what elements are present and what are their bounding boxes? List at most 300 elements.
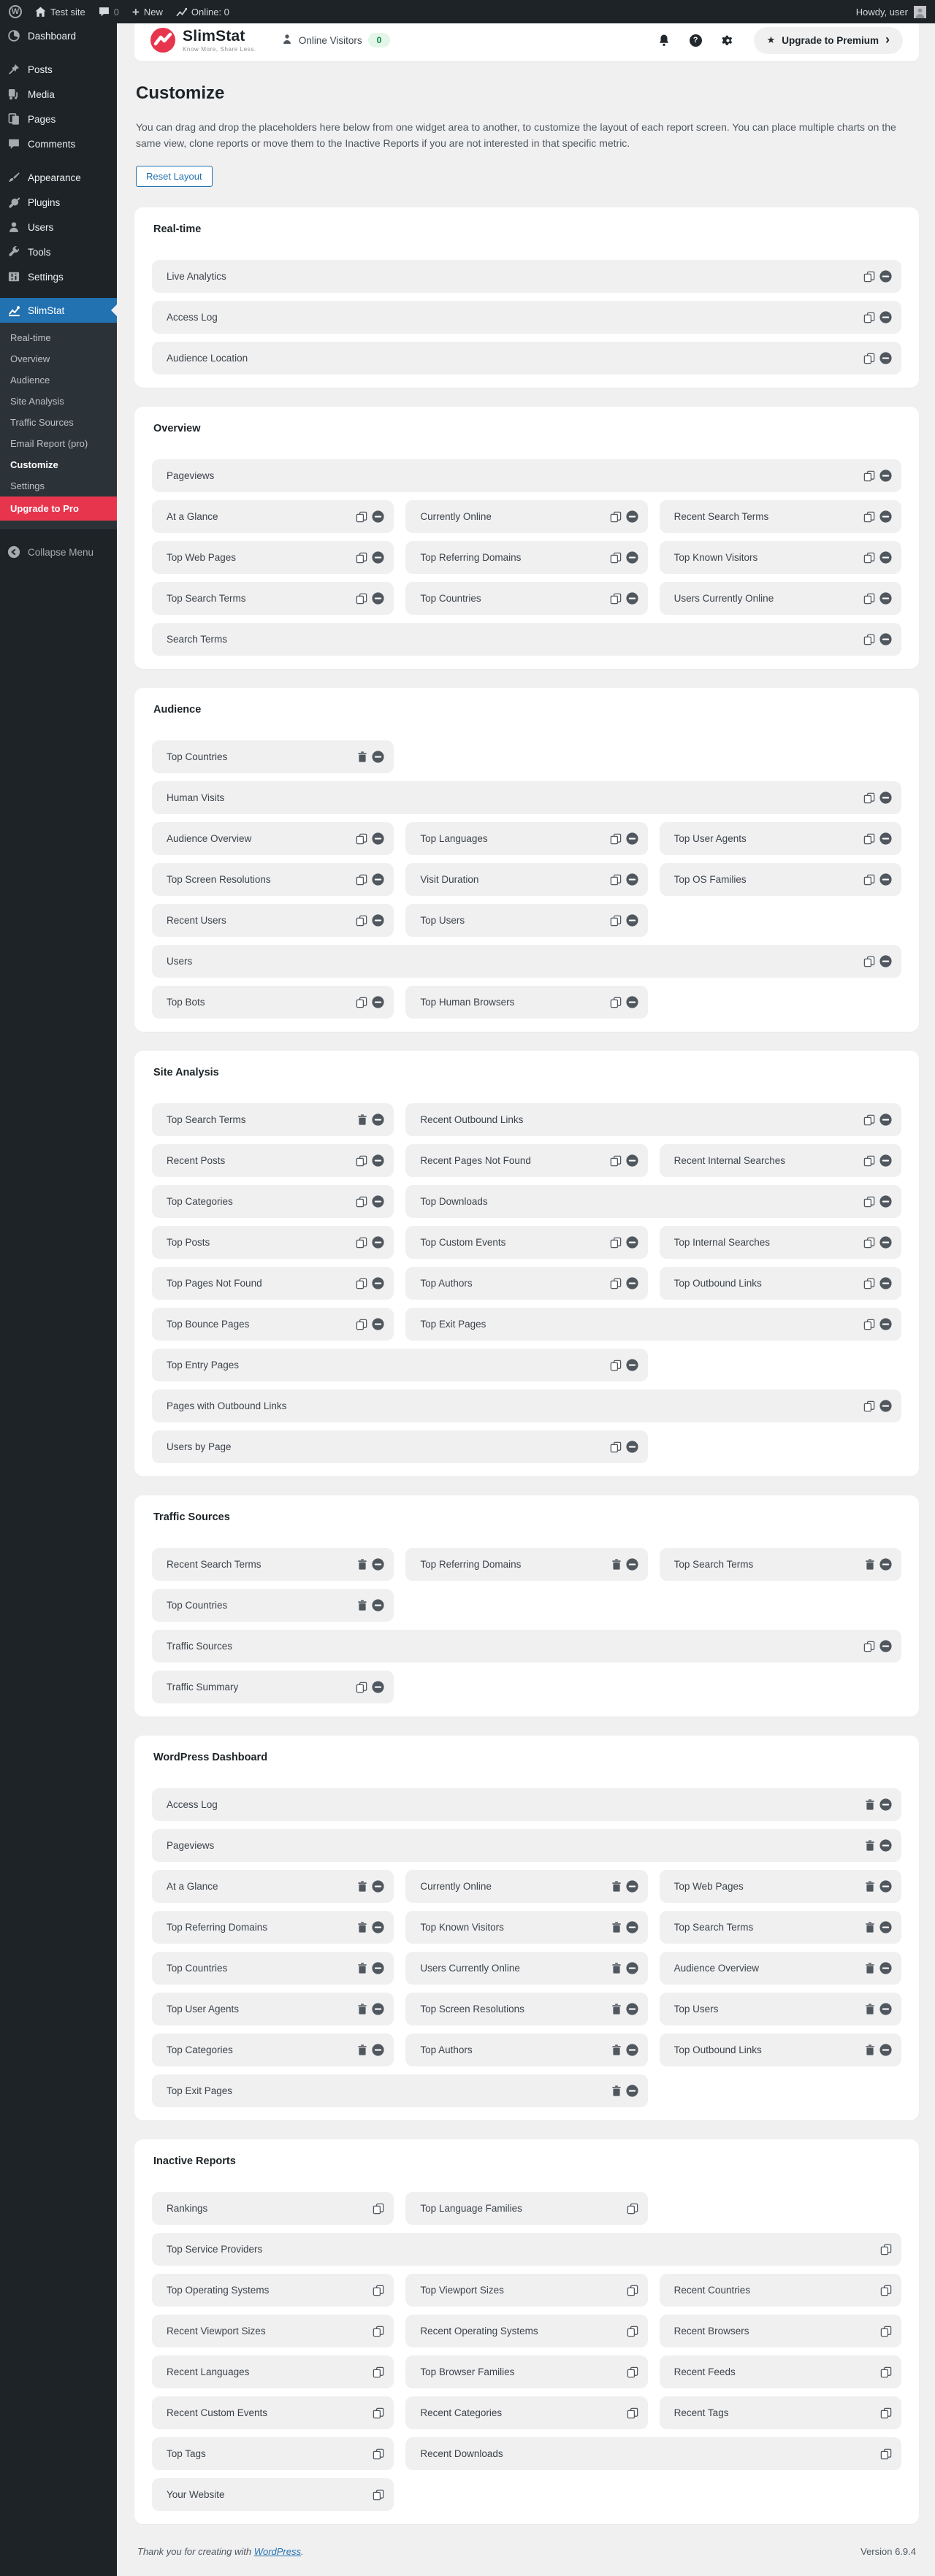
clone-icon[interactable] [373,2203,384,2215]
report-placeholder[interactable] [152,260,901,293]
deactivate-icon[interactable] [626,1441,638,1453]
submenu-item-customize[interactable]: Customize [10,459,58,470]
report-placeholder[interactable] [152,2033,394,2066]
report-placeholder[interactable] [152,1144,394,1177]
clone-icon[interactable] [863,353,875,364]
delete-icon[interactable] [865,1559,875,1570]
report-placeholder[interactable] [152,1548,394,1581]
report-placeholder[interactable] [152,986,394,1019]
deactivate-icon[interactable] [372,873,384,886]
report-placeholder[interactable] [405,904,647,937]
clone-icon[interactable] [356,1278,367,1289]
deactivate-icon[interactable] [372,2044,384,2056]
clone-icon[interactable] [863,470,875,482]
report-placeholder[interactable] [660,2033,901,2066]
clone-icon[interactable] [356,593,367,605]
report-placeholder[interactable] [152,2396,394,2429]
report-placeholder[interactable] [405,1548,647,1581]
report-placeholder[interactable] [152,582,394,615]
deactivate-icon[interactable] [626,1154,638,1167]
report-label: Top Exit Pages [420,1319,486,1330]
delete-icon[interactable] [357,1114,367,1125]
submenu-item-overview[interactable]: Overview [10,353,50,364]
deactivate-icon[interactable] [626,551,638,564]
report-placeholder[interactable] [152,1226,394,1259]
report-placeholder[interactable] [152,2437,394,2470]
report-placeholder[interactable] [660,2355,901,2388]
deactivate-icon[interactable] [372,1195,384,1208]
clone-icon[interactable] [610,1237,622,1249]
sidebar-item-plugins[interactable] [0,190,117,215]
report-placeholder[interactable] [152,500,394,533]
report-placeholder[interactable] [660,1226,901,1259]
report-placeholder[interactable] [405,500,647,533]
report-placeholder[interactable] [152,2233,901,2266]
report-placeholder[interactable] [660,2274,901,2307]
clone-icon[interactable] [610,915,622,927]
sidebar-item-tools[interactable] [0,239,117,264]
section-wordpress-dashboard [134,1736,919,2120]
report-label: Top Users [420,915,465,927]
deactivate-icon[interactable] [372,1277,384,1289]
deactivate-icon[interactable] [626,1880,638,1893]
clone-icon[interactable] [863,312,875,323]
report-placeholder[interactable] [152,1952,394,1985]
report-placeholder[interactable] [405,822,647,855]
sidebar-item-slimstat[interactable] [0,298,117,323]
clone-icon[interactable] [880,2244,892,2255]
deactivate-icon[interactable] [372,1962,384,1974]
delete-icon[interactable] [865,1799,875,1810]
report-label: Top Languages [420,833,488,845]
report-placeholder[interactable] [152,822,394,855]
delete-icon[interactable] [865,1963,875,1974]
submenu-item-settings[interactable]: Settings [10,480,45,491]
report-placeholder[interactable] [152,904,394,937]
submenu-item-real-time[interactable]: Real-time [10,332,51,343]
report-placeholder[interactable] [405,2396,647,2429]
report-placeholder[interactable] [405,1267,647,1300]
report-placeholder[interactable] [405,2315,647,2347]
clone-icon[interactable] [610,833,622,845]
reset-layout-button[interactable]: Reset Layout [136,166,213,187]
report-placeholder[interactable] [660,500,901,533]
deactivate-icon[interactable] [626,1277,638,1289]
clone-icon[interactable] [356,1682,367,1693]
clone-icon[interactable] [880,2407,892,2419]
sidebar-item-dashboard[interactable] [0,23,117,48]
delete-icon[interactable] [357,1600,367,1611]
deactivate-icon[interactable] [879,2044,892,2056]
clone-icon[interactable] [356,552,367,564]
deactivate-icon[interactable] [879,1400,892,1412]
report-placeholder[interactable] [152,541,394,574]
submenu-item-email-report-pro-[interactable]: Email Report (pro) [10,438,88,449]
deactivate-icon[interactable] [879,551,892,564]
deactivate-icon[interactable] [879,2003,892,2015]
submenu-item-traffic-sources[interactable]: Traffic Sources [10,417,74,428]
deactivate-icon[interactable] [879,592,892,605]
report-placeholder[interactable] [660,1870,901,1903]
clone-icon[interactable] [373,2448,384,2460]
delete-icon[interactable] [357,1922,367,1933]
clone-icon[interactable] [610,997,622,1008]
report-placeholder[interactable] [405,1226,647,1259]
notifications-bell-icon[interactable] [657,34,671,47]
report-placeholder[interactable] [152,2355,394,2388]
deactivate-icon[interactable] [626,1236,638,1249]
report-placeholder[interactable] [152,301,901,334]
delete-icon[interactable] [611,1881,622,1892]
clone-icon[interactable] [880,2366,892,2378]
submenu-item-audience[interactable]: Audience [10,375,50,386]
deactivate-icon[interactable] [372,751,384,763]
deactivate-icon[interactable] [879,1318,892,1330]
report-label: Recent Languages [167,2366,250,2378]
deactivate-icon[interactable] [626,873,638,886]
report-placeholder[interactable] [660,863,901,896]
clone-icon[interactable] [863,552,875,564]
delete-icon[interactable] [611,1922,622,1933]
clone-icon[interactable] [356,511,367,523]
clone-icon[interactable] [863,511,875,523]
clone-icon[interactable] [863,1278,875,1289]
report-placeholder[interactable] [660,1144,901,1177]
report-placeholder[interactable] [152,945,901,978]
report-placeholder[interactable] [152,781,901,814]
clone-icon[interactable] [863,956,875,967]
report-label: Recent Internal Searches [673,1155,785,1167]
report-placeholder[interactable] [660,2315,901,2347]
clone-icon[interactable] [356,1155,367,1167]
deactivate-icon[interactable] [372,2003,384,2015]
clone-icon[interactable] [356,1237,367,1249]
report-placeholder[interactable] [660,1911,901,1944]
deactivate-icon[interactable] [626,914,638,927]
chart-icon [176,7,187,18]
report-placeholder[interactable] [152,2192,394,2225]
report-placeholder[interactable] [152,1267,394,1300]
sidebar-item-comments[interactable] [0,131,117,156]
report-placeholder[interactable] [405,2192,647,2225]
deactivate-icon[interactable] [879,1640,892,1652]
sidebar-item-appearance[interactable] [0,165,117,190]
settings-gear-icon[interactable] [721,34,735,47]
report-placeholder[interactable] [405,1103,901,1136]
delete-icon[interactable] [865,2004,875,2015]
report-placeholder[interactable] [152,1389,901,1422]
deactivate-icon[interactable] [879,1195,892,1208]
clone-icon[interactable] [373,2285,384,2296]
deactivate-icon[interactable] [626,510,638,523]
deactivate-icon[interactable] [626,1962,638,1974]
sidebar-item-users[interactable] [0,215,117,239]
clone-icon[interactable] [356,915,367,927]
section-grid [152,260,901,375]
clone-icon[interactable] [610,1278,622,1289]
online-counter-link[interactable] [176,7,229,18]
deactivate-icon[interactable] [879,1236,892,1249]
delete-icon[interactable] [611,2085,622,2096]
report-actions [627,2326,638,2337]
deactivate-icon[interactable] [879,1798,892,1811]
deactivate-icon[interactable] [626,996,638,1008]
report-placeholder[interactable] [660,1993,901,2025]
collapse-menu-button[interactable] [0,540,117,564]
deactivate-icon[interactable] [879,955,892,967]
report-actions [880,2244,892,2255]
deactivate-icon[interactable] [626,1921,638,1933]
deactivate-icon[interactable] [879,1921,892,1933]
report-placeholder[interactable] [660,822,901,855]
clone-icon[interactable] [356,833,367,845]
clone-icon[interactable] [356,1319,367,1330]
report-placeholder[interactable] [660,1267,901,1300]
deactivate-icon[interactable] [372,551,384,564]
deactivate-icon[interactable] [879,1880,892,1893]
report-actions [357,1558,384,1571]
brush-icon [7,172,20,183]
sidebar-item-settings[interactable] [0,264,117,289]
deactivate-icon[interactable] [879,832,892,845]
report-placeholder[interactable] [152,1671,394,1703]
deactivate-icon[interactable] [626,592,638,605]
report-placeholder[interactable] [405,1911,647,1944]
report-placeholder[interactable] [152,1103,394,1136]
clone-icon[interactable] [863,1641,875,1652]
report-placeholder[interactable] [405,1952,647,1985]
report-placeholder[interactable] [152,1788,901,1821]
report-placeholder[interactable] [405,863,647,896]
report-placeholder[interactable] [152,342,901,375]
clone-icon[interactable] [880,2285,892,2296]
delete-icon[interactable] [611,2004,622,2015]
report-placeholder[interactable] [152,623,901,656]
wp-admin-bar [0,0,935,23]
sidebar-item-media[interactable] [0,82,117,107]
report-placeholder[interactable] [405,541,647,574]
report-placeholder[interactable] [405,986,647,1019]
clone-icon[interactable] [373,2366,384,2378]
report-placeholder[interactable] [660,1548,901,1581]
deactivate-icon[interactable] [879,1558,892,1571]
report-placeholder[interactable] [152,740,394,773]
delete-icon[interactable] [611,1963,622,1974]
clone-icon[interactable] [610,1155,622,1167]
report-placeholder[interactable] [152,1829,901,1862]
clone-icon[interactable] [373,2326,384,2337]
section-title: Audience [153,704,202,716]
deactivate-icon[interactable] [879,352,892,364]
deactivate-icon[interactable] [372,1318,384,1330]
report-placeholder[interactable] [152,2478,394,2511]
clone-icon[interactable] [610,593,622,605]
clone-icon[interactable] [863,271,875,283]
report-placeholder[interactable] [152,2274,394,2307]
deactivate-icon[interactable] [879,270,892,283]
submenu-item-site-analysis[interactable]: Site Analysis [10,396,64,407]
site-name-link[interactable] [35,7,85,18]
deactivate-icon[interactable] [372,1558,384,1571]
deactivate-icon[interactable] [372,914,384,927]
sidebar-item-pages[interactable] [0,107,117,131]
deactivate-icon[interactable] [372,1113,384,1126]
delete-icon[interactable] [357,751,367,762]
clone-icon[interactable] [610,874,622,886]
report-placeholder[interactable] [405,1870,647,1903]
report-placeholder[interactable] [152,1349,648,1381]
clone-icon[interactable] [863,634,875,645]
deactivate-icon[interactable] [372,832,384,845]
deactivate-icon[interactable] [372,1599,384,1611]
clone-icon[interactable] [863,1237,875,1249]
delete-icon[interactable] [865,1840,875,1851]
report-placeholder[interactable] [152,459,901,492]
report-placeholder[interactable] [152,863,394,896]
report-label: Top Pages Not Found [167,1278,262,1289]
report-placeholder[interactable] [405,1993,647,2025]
deactivate-icon[interactable] [372,1880,384,1893]
report-placeholder[interactable] [152,2315,394,2347]
report-placeholder[interactable] [152,1870,394,1903]
report-actions [865,2044,892,2056]
deactivate-icon[interactable] [372,592,384,605]
account-menu[interactable] [856,6,926,18]
report-placeholder[interactable] [152,1185,394,1218]
report-placeholder[interactable] [660,541,901,574]
wp-logo-menu[interactable] [9,5,22,18]
clone-icon[interactable] [627,2285,638,2296]
report-placeholder[interactable] [152,1308,394,1341]
delete-icon[interactable] [357,1559,367,1570]
report-placeholder[interactable] [152,1630,901,1663]
delete-icon[interactable] [865,1922,875,1933]
clone-icon[interactable] [863,874,875,886]
deactivate-icon[interactable] [626,2044,638,2056]
clone-icon[interactable] [880,2448,892,2460]
delete-icon[interactable] [865,2044,875,2055]
deactivate-icon[interactable] [372,1236,384,1249]
deactivate-icon[interactable] [626,832,638,845]
report-placeholder[interactable] [405,1144,647,1177]
deactivate-icon[interactable] [879,469,892,482]
clone-icon[interactable] [356,874,367,886]
clone-icon[interactable] [610,1360,622,1371]
clone-icon[interactable] [356,997,367,1008]
deactivate-icon[interactable] [372,996,384,1008]
deactivate-icon[interactable] [879,510,892,523]
deactivate-icon[interactable] [626,1359,638,1371]
clone-icon[interactable] [880,2326,892,2337]
deactivate-icon[interactable] [879,873,892,886]
clone-icon[interactable] [863,1114,875,1126]
comments-link[interactable] [99,7,119,18]
wordpress-link[interactable]: WordPress [253,2546,301,2558]
user-icon [7,221,20,233]
clone-icon[interactable] [627,2326,638,2337]
clone-icon[interactable] [863,1155,875,1167]
report-placeholder[interactable] [152,1911,394,1944]
deactivate-icon[interactable] [879,1277,892,1289]
report-label: Rankings [167,2203,208,2215]
report-actions [863,1236,892,1249]
report-label: Audience Location [167,353,248,364]
report-placeholder[interactable] [660,2396,901,2429]
report-placeholder[interactable] [152,1430,648,1463]
clone-icon[interactable] [610,552,622,564]
menu-item-label: Plugins [28,196,61,208]
report-placeholder[interactable] [152,1993,394,2025]
deactivate-icon[interactable] [879,1154,892,1167]
deactivate-icon[interactable] [879,633,892,645]
report-placeholder[interactable] [405,1185,901,1218]
help-icon[interactable]: ? [690,34,702,47]
section-audience [134,688,919,1032]
deactivate-icon[interactable] [879,311,892,323]
delete-icon[interactable] [357,2004,367,2015]
clone-icon[interactable] [610,511,622,523]
deactivate-icon[interactable] [372,1154,384,1167]
deactivate-icon[interactable] [879,1839,892,1852]
deactivate-icon[interactable] [879,791,892,804]
new-content-link[interactable] [132,6,163,18]
clone-icon[interactable] [356,1196,367,1208]
clone-icon[interactable] [863,1319,875,1330]
clone-icon[interactable] [373,2407,384,2419]
report-actions [865,1962,892,1974]
clone-icon[interactable] [373,2489,384,2501]
clone-icon[interactable] [627,2366,638,2378]
sidebar-item-posts[interactable] [0,57,117,82]
deactivate-icon[interactable] [626,1558,638,1571]
report-placeholder[interactable] [152,1589,394,1622]
deactivate-icon[interactable] [879,1962,892,1974]
clone-icon[interactable] [863,792,875,804]
clone-icon[interactable] [610,1441,622,1453]
delete-icon[interactable] [611,2044,622,2055]
clone-icon[interactable] [863,1196,875,1208]
report-placeholder[interactable] [405,2437,901,2470]
report-placeholder[interactable] [405,1308,901,1341]
delete-icon[interactable] [357,2044,367,2055]
deactivate-icon[interactable] [372,1921,384,1933]
clone-icon[interactable] [863,1400,875,1412]
deactivate-icon[interactable] [626,2085,638,2097]
clone-icon[interactable] [863,833,875,845]
report-placeholder[interactable] [152,2074,648,2107]
report-label: Recent Downloads [420,2448,503,2460]
upgrade-to-premium-button[interactable] [754,27,903,54]
report-placeholder[interactable] [405,2274,647,2307]
clone-icon[interactable] [627,2203,638,2215]
submenu-item-upgrade-to-pro[interactable]: Upgrade to Pro [0,497,117,521]
report-placeholder[interactable] [405,2355,647,2388]
deactivate-icon[interactable] [626,2003,638,2015]
clone-icon[interactable] [863,593,875,605]
report-placeholder[interactable] [660,1952,901,1985]
deactivate-icon[interactable] [372,510,384,523]
report-placeholder[interactable] [660,582,901,615]
deactivate-icon[interactable] [372,1681,384,1693]
deactivate-icon[interactable] [879,1113,892,1126]
delete-icon[interactable] [865,1881,875,1892]
report-placeholder[interactable] [405,582,647,615]
report-placeholder[interactable] [405,2033,647,2066]
delete-icon[interactable] [611,1559,622,1570]
delete-icon[interactable] [357,1963,367,1974]
clone-icon[interactable] [627,2407,638,2419]
delete-icon[interactable] [357,1881,367,1892]
